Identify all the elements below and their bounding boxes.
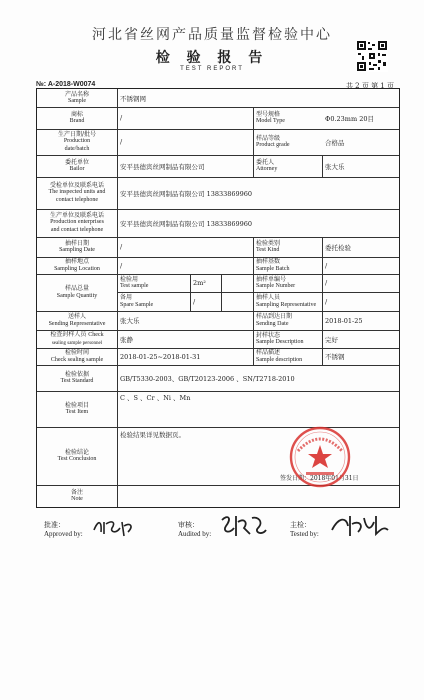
sampling-location-value: / <box>120 261 123 270</box>
sample-desc-value: 完好 <box>325 335 338 344</box>
sample-value: 不锈钢网 <box>120 94 146 103</box>
report-number: №: A-2018-W0074 <box>36 81 96 88</box>
sampling-date-label: 抽样日期 Sampling Date <box>59 239 95 253</box>
sample-desc-label: 封样状态 Sample Description <box>256 331 304 345</box>
test-conclusion-value: 检验结果详见数据页。 <box>120 431 185 439</box>
test-standard-value: GB/T5330-2003、GB/T20123-2006 、SN/T2718-2010 <box>120 374 295 383</box>
sampling-rep-label: 抽样人员 Sampling Representative <box>256 294 317 308</box>
sample-desc2-value: 不锈钢 <box>325 353 345 361</box>
model-value: Φ0.23mm 20目 <box>325 114 374 123</box>
qr-code-icon <box>356 40 388 72</box>
center-name: 河北省丝网产品质量监督检验中心 <box>92 27 332 43</box>
production-date-value: / <box>120 138 123 146</box>
sending-rep-label: 送样人 Sending Representative <box>48 313 106 327</box>
test-item-label: 检验项目 Test Item <box>64 401 89 415</box>
sample-number-value: / <box>325 279 328 287</box>
test-time-label: 检验时间 Check sealing sample <box>50 349 104 363</box>
note-label: 备注 Note <box>70 488 83 502</box>
brand-label: 商标 Brand <box>69 110 85 124</box>
audited-signature-icon <box>218 512 268 540</box>
sending-date-label: 样品到达日期 Sending Date <box>256 313 293 327</box>
sampling-rep-value: / <box>325 297 328 306</box>
inspected-units-label: 受检单位及联系电话 The inspected units and contact telephone <box>48 181 106 203</box>
approved-signature-icon <box>92 516 136 540</box>
spare-sample-label: 备用 Spare Sample <box>120 294 154 308</box>
report-title-en: TEST REPORT <box>180 66 244 72</box>
sample-label: 产品名称 Sample <box>64 90 89 104</box>
sample-batch-value: / <box>325 261 328 270</box>
report-title: 检 验 报 告 <box>155 50 269 66</box>
sending-rep-value: 张大乐 <box>120 317 140 325</box>
test-kind-value: 委托检验 <box>325 243 351 252</box>
attorney-label: 委托人 Attorney <box>256 158 278 172</box>
quantity-blank <box>221 274 253 311</box>
production-enterprise-value: 安平县德宾丝网制品有限公司 13833869960 <box>120 219 253 228</box>
tested-signature-icon <box>330 512 390 540</box>
test-sample-value: 2m² <box>193 279 206 287</box>
test-kind-label: 检验类别 Test Kind <box>256 239 281 253</box>
grade-label: 样品等级 Product grade <box>256 134 290 148</box>
note-value <box>117 485 400 507</box>
production-enterprise-label: 生产单位及联系电话 Production enterprises and contact telephone <box>49 211 104 233</box>
approved-by: 批准： Approved by: <box>44 521 83 538</box>
issue-date: 签发日期：2018年01月31日 <box>280 474 359 482</box>
bailor-label: 委托单位 Bailor <box>64 158 89 172</box>
test-item-value: C 、S 、Cr 、Ni 、Mn <box>120 394 191 402</box>
seal-person-label: 检查封样人员 Check sealing sample personnel <box>50 331 104 346</box>
page-info: 共 2 页 第 1 页 <box>345 82 394 90</box>
official-seal-icon <box>288 425 352 489</box>
sample-batch-label: 抽样基数 Sample Batch <box>256 258 290 272</box>
sampling-location-label: 抽样地点 Sampling Location <box>54 258 100 272</box>
sending-date-value: 2018-01-25 <box>325 316 363 325</box>
bailor-value: 安平县德宾丝网制品有限公司 <box>120 162 205 171</box>
sample-number-label: 抽样单编号 Sample Number <box>256 275 296 289</box>
test-standard-label: 检验依据 Test Standard <box>60 370 94 384</box>
grade-value: 合格品 <box>325 138 345 147</box>
spare-sample-value: / <box>193 297 196 306</box>
sample-desc2-label: 样品描述 Sample description <box>256 349 303 363</box>
brand-value: / <box>120 114 123 122</box>
test-conclusion-label: 检验结论 Test Conclusion <box>57 448 97 462</box>
inspected-units-value: 安平县德宾丝网制品有限公司 13833869960 <box>120 189 253 198</box>
model-label: 型号规格 Model Type <box>256 110 285 124</box>
attorney-value: 张大乐 <box>325 162 345 171</box>
sample-quantity-label: 样品总量 Sample Quantity <box>56 285 98 299</box>
audited-by: 审核： Audited by: <box>178 521 212 538</box>
production-date-label: 生产日期/批号 Production date/batch <box>57 130 97 152</box>
test-sample-label: 检验用 Test sample <box>120 275 149 289</box>
sampling-date-value: / <box>120 243 123 251</box>
seal-person-value: 张静 <box>120 335 133 344</box>
test-time-value: 2018-01-25~2018-01-31 <box>120 352 201 361</box>
tested-by: 主检： Tested by: <box>290 521 319 538</box>
